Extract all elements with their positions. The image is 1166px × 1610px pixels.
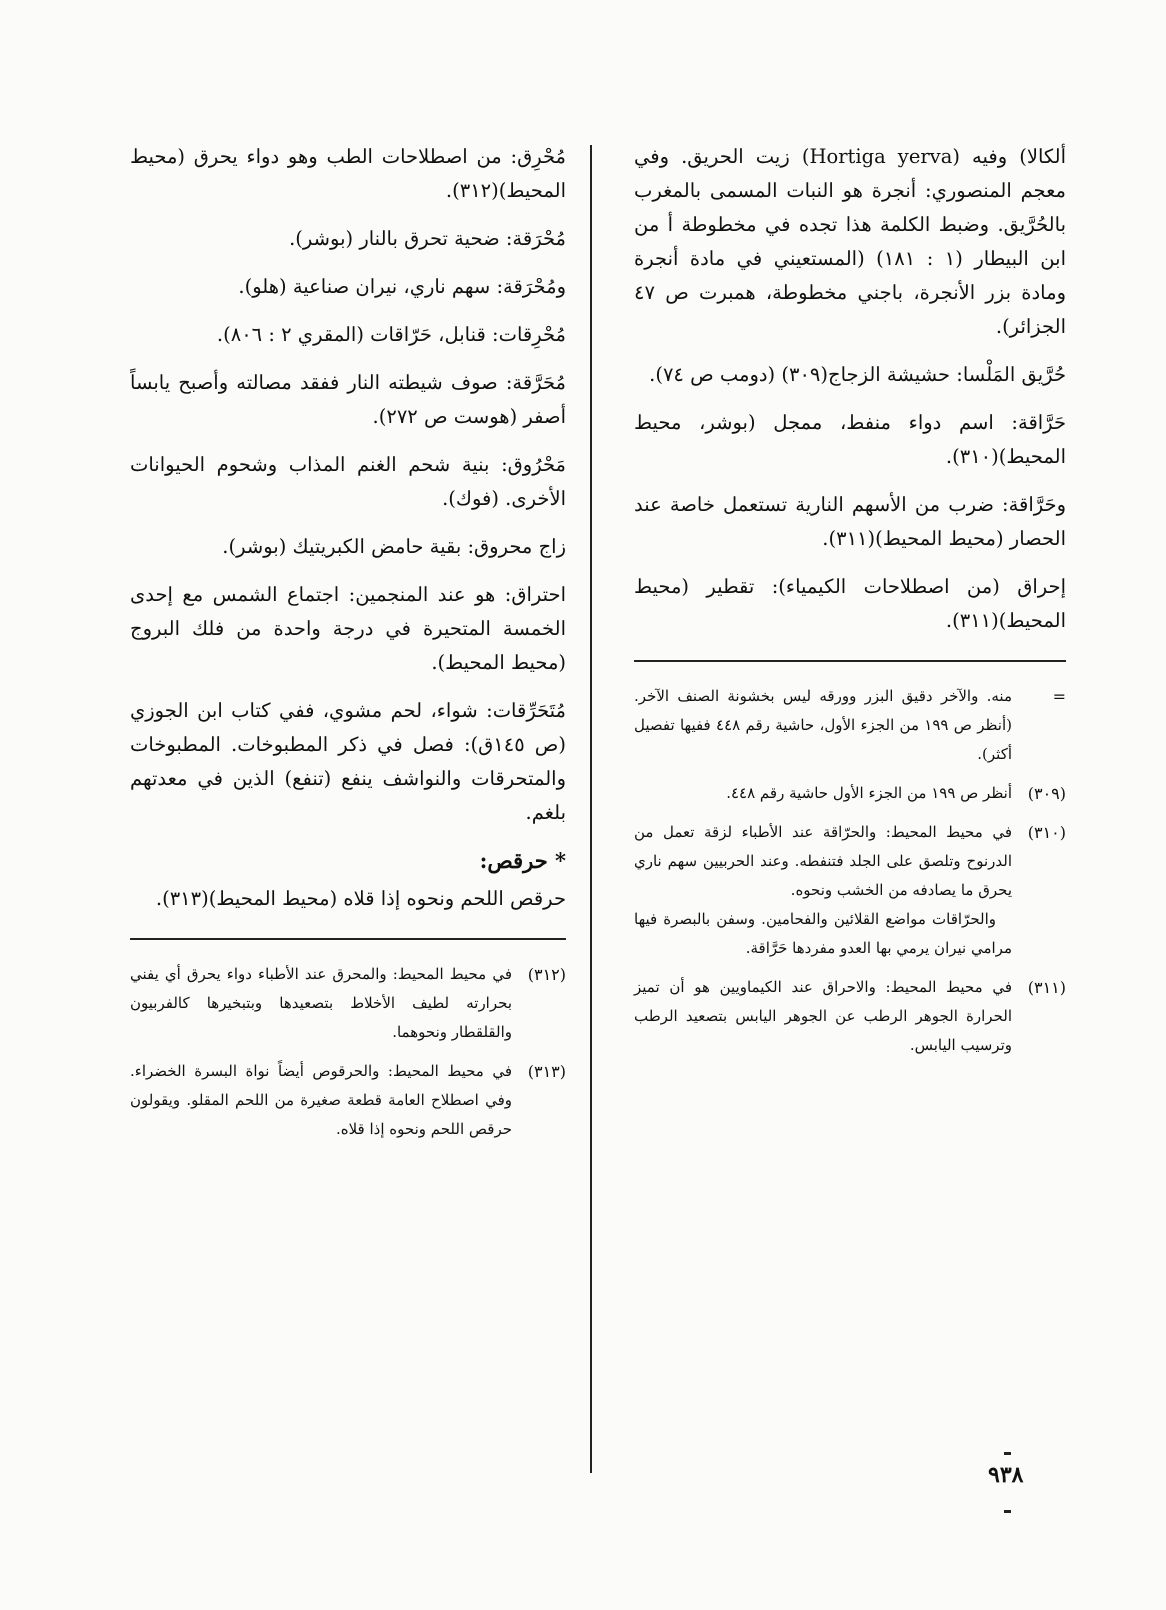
left-main-text xyxy=(130,140,566,916)
paragraph: ألكالا) وفيه (Hortiga yerva) زيت الحريق. وفي معجم المنصوري: أنجرة هو النبات المسمى بالمغرب بالحُرَّيق. وضبط الكلمة هذا تجده في مخطوطة أ من ابن البيطار (١ : ١٨١) (المستعيني في مادة أنجرة ومادة بزر الأنجرة، باجني مخطوطة، همبرت ص ٤٧ الجزائر). xyxy=(634,145,1067,338)
footnote-number: (٣١٢) xyxy=(527,965,566,984)
footnote-number: (٣١٣) xyxy=(527,1062,566,1081)
left-column xyxy=(130,140,566,1154)
paragraph: حُرَّيق المَلْسا: حشيشة الزجاج(٣٠٩) (دومب ص ٧٤). xyxy=(649,363,1066,386)
footnote-line: في محيط المحيط: والحرّاقة عند الأطباء لزقة تعمل من الدرنوح وتلصق على الجلد فتنفطه. وعند الحربيين سهم ناري يحرق ما يصادفه من الخشب ونحوه. xyxy=(634,823,1012,899)
footnote xyxy=(634,973,1066,1060)
right-footnotes xyxy=(634,682,1066,1060)
footnote-line: في محيط المحيط: والمحرق عند الأطباء دواء يحرق أي يفني بحرارته لطيف الأخلاط بتصعيدها وبتبخيرها كالفربيون والقلقطار ونحوهما. xyxy=(130,965,512,1041)
footnote-line: منه. والآخر دقيق البزر وورقه ليس بخشونة الصنف الآخر. (أنظر ص ١٩٩ من الجزء الأول، حاشية رقم ٤٤٨ ففيها تفصيل أكثر). xyxy=(634,687,1012,763)
footnote-divider xyxy=(130,938,566,940)
footnote-number: (٣١١) xyxy=(1027,978,1066,997)
paragraph: مُحْرِقات: قنابل، حَرّاقات (المقري ٢ : ٨٠٦). xyxy=(216,323,566,346)
paragraph: مُتَحَرِّقات: شواء، لحم مشوي، ففي كتاب ابن الجوزي (ص ١٤٥ق): فصل في ذكر المطبوخات. المطبوخات والمتحرقات والنواشف ينفع (تنفع) الذين في معدتهم بلغم. xyxy=(130,699,566,824)
footnote-text xyxy=(634,682,1012,769)
left-footnotes xyxy=(130,960,566,1144)
paragraph: احتراق: هو عند المنجمين: اجتماع الشمس مع إحدى الخمسة المتحيرة في درجة واحدة من فلك البروج (محيط المحيط). xyxy=(130,583,566,674)
paragraph: إحراق (من اصطلاحات الكيمياء): تقطير (محيط المحيط)(٣١١). xyxy=(634,575,1066,632)
paragraph: مُحْرَقة: ضحية تحرق بالنار (بوشر). xyxy=(289,227,566,250)
right-column xyxy=(634,140,1066,1070)
footnote-line: في محيط المحيط: والاحراق عند الكيماويين هو أن تميز الحرارة الجوهر الرطب عن الجوهر اليابس بتصعيد الرطب وترسيب اليابس. xyxy=(634,978,1012,1054)
footnote xyxy=(634,682,1066,769)
paragraph: زاج محروق: بقية حامض الكبريتيك (بوشر). xyxy=(222,535,566,558)
footnote-number: (٣٠٩) xyxy=(1027,784,1066,803)
footnote-number: = xyxy=(1052,687,1066,706)
paragraph: حَرَّاقة: اسم دواء منفط، ممجل (بوشر، محيط المحيط)(٣١٠). xyxy=(634,411,1066,468)
paragraph: ومُحْرَقة: سهم ناري، نيران صناعية (هلو). xyxy=(238,275,566,298)
right-main-text xyxy=(634,140,1066,638)
paragraph: وحَرَّاقة: ضرب من الأسهم النارية تستعمل خاصة عند الحصار (محيط المحيط)(٣١١). xyxy=(634,493,1066,550)
footnote-divider xyxy=(634,660,1066,662)
footnote-text xyxy=(634,973,1012,1060)
page-number: ٩٣٨ xyxy=(988,1462,1024,1488)
paragraph: مُحْرِق: من اصطلاحات الطب وهو دواء يحرق (محيط المحيط)(٣١٢). xyxy=(130,145,566,202)
entry-heading: * حرقص: xyxy=(479,848,566,873)
footnote-text xyxy=(634,818,1012,963)
footnote-text xyxy=(130,960,512,1047)
footnote-number: (٣١٠) xyxy=(1027,823,1066,842)
column-divider xyxy=(590,145,592,1473)
footnote xyxy=(634,818,1066,963)
footnote-text xyxy=(130,1057,512,1144)
footnote xyxy=(634,779,1066,808)
footnote-text xyxy=(634,779,1012,808)
paragraph: مُحَرَّقة: صوف شيطته النار ففقد مصالته وأصبح يابساً أصفر (هوست ص ٢٧٢). xyxy=(130,371,566,428)
footnote-line: والحرّاقات مواضع القلائين والفحامين. وسفن بالبصرة فيها مرامي نيران يرمي بها العدو مفردها حَرَّاقة. xyxy=(634,910,1012,957)
footnote-line: أنظر ص ١٩٩ من الجزء الأول حاشية رقم ٤٤٨. xyxy=(726,784,1012,802)
paragraph: حرقص اللحم ونحوه إذا قلاه (محيط المحيط)(٣١٣). xyxy=(155,887,566,910)
footnote xyxy=(130,1057,566,1144)
page-mark xyxy=(1004,1452,1011,1455)
page-mark xyxy=(1004,1510,1011,1513)
footnote xyxy=(130,960,566,1047)
paragraph: مَحْرُوق: بنية شحم الغنم المذاب وشحوم الحيوانات الأخرى. (فوك). xyxy=(130,453,566,510)
footnote-line: في محيط المحيط: والحرقوص أيضاً نواة البسرة الخضراء. وفي اصطلاح العامة قطعة صغيرة من اللحم المقلو. ويقولون حرقص اللحم ونحوه إذا قلاه. xyxy=(130,1062,513,1138)
